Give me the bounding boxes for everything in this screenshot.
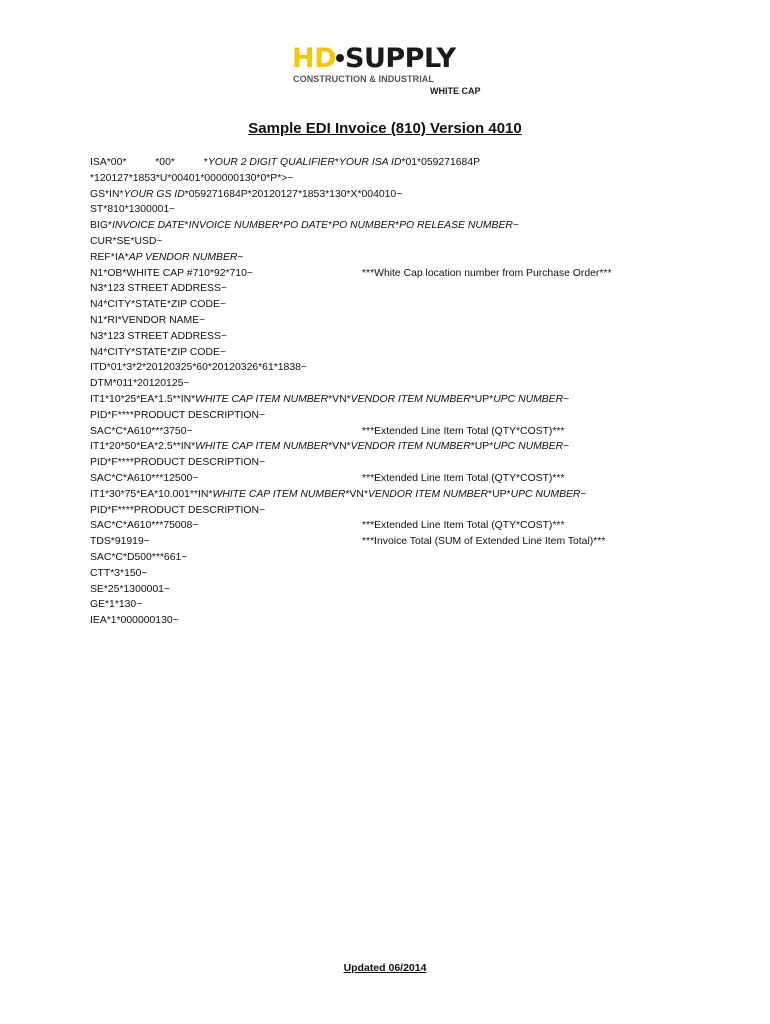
edi-segment-line [90, 329, 710, 345]
edi-segment-text: *VN* [328, 441, 351, 453]
edi-segment-line [90, 345, 710, 361]
edi-segment-text: * [279, 220, 284, 232]
edi-segment-text: N1*OB*WHITE CAP #710*92*710~ [90, 267, 253, 279]
edi-segment-text: IT1*20*50*EA*2.5**IN* [90, 441, 196, 453]
edi-segment-text: *120127*1853*U*00401*000000130*0*P*>~ [90, 172, 294, 184]
edi-segment-line [90, 566, 710, 582]
edi-segment-line [90, 550, 710, 566]
edi-segment-text: N3*123 STREET ADDRESS~ [90, 283, 227, 295]
edi-segment-line [90, 187, 710, 203]
edi-segment-text: *01*059271684P [401, 157, 481, 168]
edi-placeholder-text: AP VENDOR NUMBER [128, 251, 238, 263]
edi-segment-text: ~ [563, 441, 570, 453]
edi-segment-text: *VN* [345, 488, 368, 500]
edi-segment-text: ~ [237, 251, 244, 263]
edi-segment-text: IEA*1*000000130~ [90, 615, 179, 627]
edi-placeholder-text: INVOICE NUMBER [188, 220, 280, 232]
edi-segment-text: * [395, 220, 400, 232]
edi-segment-text: REF*IA* [90, 251, 129, 263]
edi-segment-text: N4*CITY*STATE*ZIP CODE~ [90, 299, 226, 311]
edi-segment-line [90, 582, 710, 598]
edi-segment-text: ~ [563, 393, 570, 405]
logo-division: WHITE CAP [430, 86, 481, 96]
edi-segment-line [90, 313, 710, 329]
edi-segment-text: CTT*3*150~ [90, 567, 148, 579]
edi-segment-line [90, 597, 710, 613]
edi-segment-line [90, 218, 710, 234]
edi-placeholder-text: PO DATE [283, 220, 329, 232]
edi-segment-text: *UP* [470, 441, 494, 453]
edi-placeholder-text: VENDOR ITEM NUMBER [367, 488, 489, 500]
edi-segment-line [90, 487, 710, 503]
edi-segment-text: * [184, 220, 189, 232]
edi-segment-text: ITD*01*3*2*20120325*60*20120326*61*1838~ [90, 362, 307, 374]
edi-placeholder-text: YOUR ISA ID [338, 157, 402, 168]
edi-segment-line [90, 202, 710, 218]
edi-placeholder-text: UPC NUMBER [493, 441, 564, 453]
logo-wordmark [292, 44, 456, 74]
edi-segment-line [90, 234, 710, 250]
edi-segment-line [90, 171, 710, 187]
edi-segment-text: ~ [580, 488, 587, 500]
updated-date: Updated 06/2014 [343, 962, 427, 974]
edi-segment-text: SAC*C*A610***75008~ [90, 520, 199, 532]
edi-segment-line [90, 297, 710, 313]
edi-segment-line [90, 613, 710, 629]
document-title: Sample EDI Invoice (810) Version 4010 [248, 120, 522, 137]
edi-segment-text: DTM*011*20120125~ [90, 378, 190, 390]
edi-placeholder-text: VENDOR ITEM NUMBER [350, 393, 471, 405]
edi-placeholder-text: PO NUMBER [332, 220, 396, 232]
edi-segment-text: N3*123 STREET ADDRESS~ [90, 330, 227, 342]
edi-segment-text: SAC*C*A610***3750~ [90, 425, 193, 437]
edi-segment-line [90, 518, 710, 534]
logo-dot-icon [336, 54, 344, 62]
edi-segment-line [90, 266, 710, 282]
edi-segment-note: ***Extended Line Item Total (QTY*COST)*** [362, 472, 565, 484]
edi-segment-line [90, 455, 710, 471]
logo-supply-text: SUPPLY [345, 43, 456, 74]
edi-segment-line [90, 392, 710, 408]
edi-segment-text: BIG* [90, 220, 112, 232]
edi-segment-line [90, 408, 710, 424]
edi-segment-line [90, 439, 710, 455]
edi-placeholder-text: UPC NUMBER [493, 393, 564, 405]
edi-segment-text: PID*F****PRODUCT DESCRIPTION~ [90, 504, 266, 516]
edi-segment-text: ST*810*1300001~ [90, 204, 176, 216]
edi-segment-text: *UP* [470, 393, 494, 405]
edi-segment-text: * [328, 220, 333, 232]
edi-placeholder-text: UPC NUMBER [510, 488, 581, 500]
edi-segment-note: ***White Cap location number from Purchase Order*** [362, 267, 612, 279]
edi-segment-text: IT1*30*75*EA*10.001**IN* [90, 488, 213, 500]
edi-segment-line [90, 250, 710, 266]
edi-segment-text: GE*1*130~ [90, 599, 143, 611]
edi-segment-text: *UP* [488, 488, 511, 500]
edi-segment-text: ~ [512, 220, 519, 232]
edi-segment-text: GS*IN* [90, 188, 124, 200]
edi-segment-line [90, 471, 710, 487]
edi-placeholder-text: YOUR 2 DIGIT QUALIFIER [207, 157, 335, 168]
edi-segment-text: CUR*SE*USD~ [90, 235, 163, 247]
edi-segment-text: ISA*00* *00* * [90, 157, 208, 168]
edi-segment-line [90, 424, 710, 440]
edi-segment-line [90, 376, 710, 392]
edi-segment-text: IT1*10*25*EA*1.5**IN* [90, 393, 196, 405]
edi-segment-text: SAC*C*D500***661~ [90, 551, 188, 563]
edi-segment-text: SE*25*1300001~ [90, 583, 171, 595]
edi-segment-note: ***Extended Line Item Total (QTY*COST)*** [362, 520, 565, 532]
edi-segment-line [90, 534, 710, 550]
edi-segment-text: PID*F****PRODUCT DESCRIPTION~ [90, 409, 266, 421]
edi-segment-line [90, 503, 710, 519]
edi-placeholder-text: YOUR GS ID [123, 188, 185, 200]
edi-segment-list [90, 155, 710, 629]
edi-placeholder-text: VENDOR ITEM NUMBER [350, 441, 471, 453]
logo-subtitle: CONSTRUCTION & INDUSTRIAL [293, 74, 434, 84]
edi-placeholder-text: WHITE CAP ITEM NUMBER [212, 488, 346, 500]
edi-segment-line [90, 281, 710, 297]
edi-segment-text: PID*F****PRODUCT DESCRIPTION~ [90, 457, 266, 469]
edi-segment-note: ***Invoice Total (SUM of Extended Line Item Total)*** [362, 536, 606, 548]
edi-segment-text: TDS*91919~ [90, 536, 150, 548]
edi-segment-text: *VN* [328, 393, 351, 405]
edi-placeholder-text: PO RELEASE NUMBER [399, 220, 513, 232]
edi-segment-text: N4*CITY*STATE*ZIP CODE~ [90, 346, 226, 358]
edi-segment-text: *059271684P*20120127*1853*130*X*004010~ [184, 188, 403, 200]
edi-segment-text: * [334, 157, 339, 168]
edi-placeholder-text: WHITE CAP ITEM NUMBER [195, 393, 329, 405]
edi-segment-text: N1*RI*VENDOR NAME~ [90, 314, 206, 326]
hd-supply-logo [292, 43, 481, 98]
edi-segment-line [90, 360, 710, 376]
edi-segment-text: SAC*C*A610***12500~ [90, 472, 199, 484]
edi-placeholder-text: INVOICE DATE [111, 220, 185, 232]
edi-segment-note: ***Extended Line Item Total (QTY*COST)*** [362, 425, 565, 437]
edi-segment-line [90, 155, 710, 171]
edi-placeholder-text: WHITE CAP ITEM NUMBER [195, 441, 329, 453]
logo-hd-text: HD [292, 43, 337, 74]
